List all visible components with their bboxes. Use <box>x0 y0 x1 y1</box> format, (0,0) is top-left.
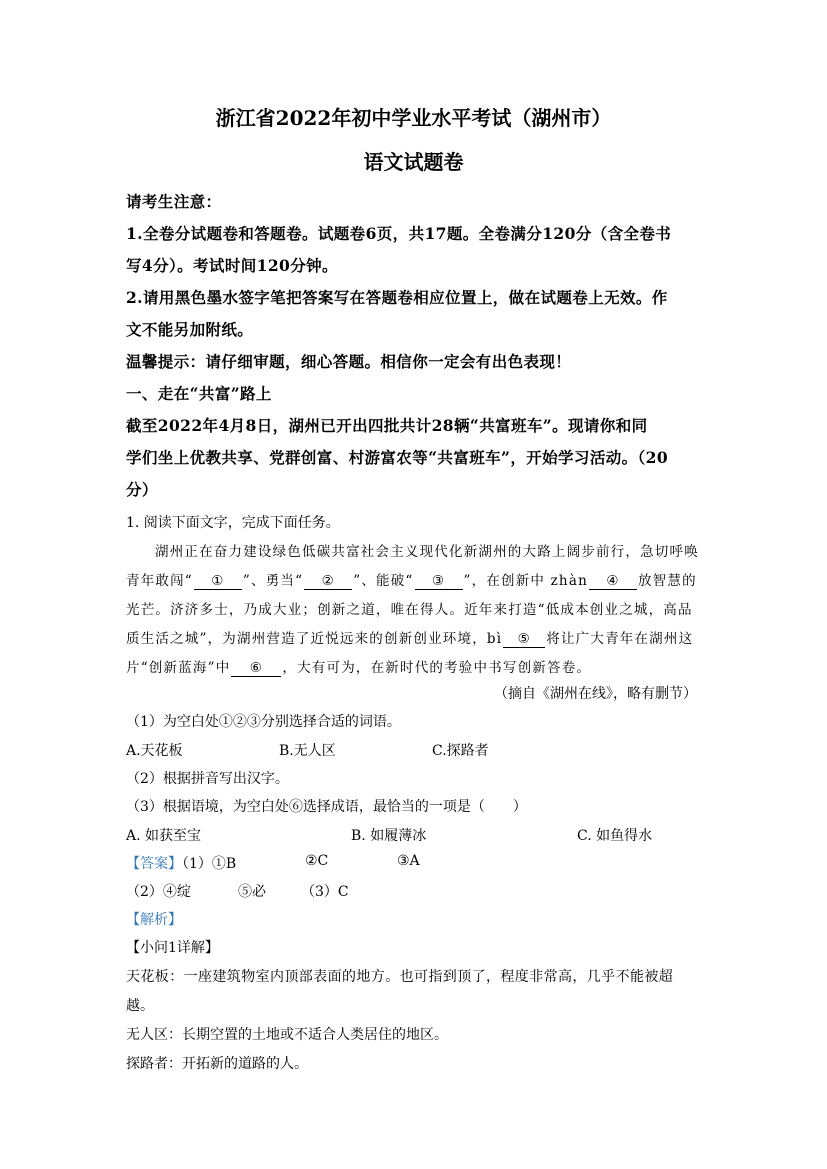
answer-2-3: （3）C <box>301 884 349 900</box>
sub-question-2: （2）根据拼音写出汉字。 <box>126 771 289 787</box>
page-title: 浙江省2022年初中学业水平考试（湖州市） <box>215 106 612 130</box>
notice-item-1-line-1: 1.全卷分试题卷和答题卷。试题卷6页，共17题。全卷满分120分（含全卷书 <box>126 224 672 243</box>
section-intro-line-1: 截至2022年4月8日，湖州已开出四批共计28辆“共富班车”。现请你和同 <box>126 416 648 435</box>
passage-source: （摘自《湖州在线》，略有删节） <box>494 686 697 702</box>
sub1-option-b: B.无人区 <box>279 743 336 759</box>
blank-4: ④ <box>589 573 637 590</box>
notice-heading: 请考生注意： <box>126 192 222 211</box>
answer-2-2: ⑤必 <box>238 884 266 900</box>
passage-line-1: 湖州正在奋力建设绿色低碳共富社会主义现代化新湖州的大路上阔步前行，急切呼唤 <box>155 544 699 560</box>
question-1-prompt: 1. 阅读下面文字，完成下面任务。 <box>126 515 340 531</box>
page-subtitle: 语文试题卷 <box>363 150 464 174</box>
passage-text: ”，在创新中 zhàn <box>463 573 588 589</box>
blank-1: ① <box>194 573 242 590</box>
answer-row-1 <box>126 853 236 873</box>
sub3-option-a: A. 如获至宝 <box>126 828 202 844</box>
section-heading: 一、走在“共富”路上 <box>126 384 272 403</box>
passage-line-3: 光芒。济济多士，乃成大业；创新之道，唯在得人。近年来打造“低成本创业之城，高品 <box>126 602 693 618</box>
passage-line-5 <box>126 656 591 677</box>
notice-item-1-line-2: 写4分）。考试时间120分钟。 <box>126 256 338 275</box>
analysis-line-3: 无人区：长期空置的土地或不适合人类居住的地区。 <box>126 1027 448 1043</box>
passage-text: ”、勇当“ <box>242 573 304 589</box>
analysis-label: 【解析】 <box>126 912 182 928</box>
sub-question-1: （1）为空白处①②③分别选择合适的词语。 <box>126 714 401 730</box>
section-intro-line-2: 学们坐上优教共享、党群创富、村游富农等“共富班车”，开始学习活动。（20 <box>126 448 669 467</box>
notice-tip: 温馨提示：请仔细审题，细心答题。相信你一定会有出色表现！ <box>126 352 572 371</box>
passage-line-4 <box>126 627 693 648</box>
blank-5: ⑤ <box>503 631 545 648</box>
sub1-option-c: C.探路者 <box>432 743 489 759</box>
blank-6: ⑥ <box>231 660 281 677</box>
answer-2-1: （2）④绽 <box>126 884 191 900</box>
analysis-line-2: 越。 <box>126 998 154 1014</box>
analysis-line-1: 天花板：一座建筑物室内顶部表面的地方。也可指到顶了，程度非常高，几乎不能被超 <box>126 969 674 985</box>
passage-text: 质生活之城”，为湖州营造了近悦远来的创新创业环境，bì <box>126 631 503 647</box>
answer-1-3: ③A <box>397 853 420 869</box>
passage-text: 片“创新蓝海”中 <box>126 660 231 676</box>
passage-line-2 <box>126 569 697 590</box>
sub-question-3: （3）根据语境，为空白处⑥选择成语，最恰当的一项是（ ） <box>126 799 527 815</box>
answer-label: 【答案】 <box>126 856 182 872</box>
section-intro-line-3: 分） <box>126 480 158 499</box>
answer-1-1: （1）①B <box>182 856 237 872</box>
sub1-option-a: A.天花板 <box>126 743 183 759</box>
passage-text: 将让广大青年在湖州这 <box>546 631 694 647</box>
sub3-option-b: B. 如履薄冰 <box>351 828 427 844</box>
passage-text: ”、能破“ <box>353 573 414 589</box>
notice-item-2-line-1: 2.请用黑色墨水签字笔把答案写在答题卷相应位置上，做在试题卷上无效。作 <box>126 288 668 307</box>
passage-text: ，大有可为，在新时代的考验中书写创新答卷。 <box>282 660 592 676</box>
answer-1-2: ②C <box>305 853 329 869</box>
passage-text: 放智慧的 <box>637 573 697 589</box>
passage-text: 青年敢闯“ <box>126 573 193 589</box>
notice-item-2-line-2: 文不能另加附纸。 <box>126 320 254 339</box>
analysis-line-4: 探路者：开拓新的道路的人。 <box>126 1056 308 1072</box>
blank-3: ③ <box>415 573 463 590</box>
sub3-option-c: C. 如鱼得水 <box>577 828 653 844</box>
blank-2: ② <box>304 573 352 590</box>
analysis-detail-heading: 【小问1详解】 <box>126 940 219 956</box>
